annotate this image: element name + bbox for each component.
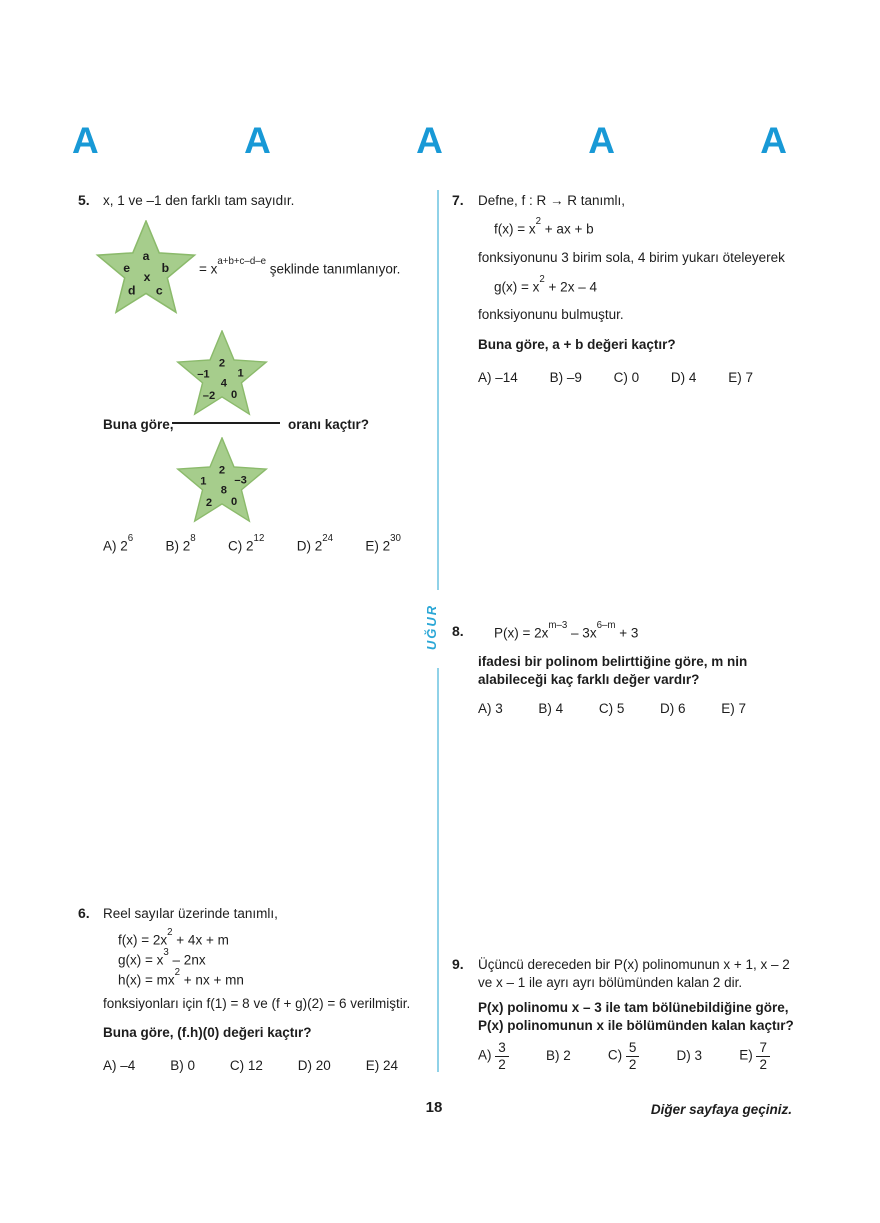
- answer-option-a: [478, 1040, 509, 1072]
- answer-text: D) 2: [296, 538, 323, 554]
- answer-option-c: C) 5: [598, 701, 625, 716]
- answer-option-e: E) 24: [365, 1058, 398, 1073]
- question-8-formula: [494, 619, 639, 643]
- answer-exponent: 6: [127, 532, 134, 544]
- question-5-definition-formula: [199, 255, 401, 279]
- formula-exponent: 2: [535, 215, 542, 227]
- formula-base: f(x) = 2x: [118, 932, 168, 948]
- question-7-end-text: fonksiyonunu bulmuştur.: [478, 307, 624, 322]
- formula-tail: + 3: [615, 625, 639, 641]
- formula-base: = x: [199, 261, 218, 277]
- answer-option-e: E) 7: [721, 701, 746, 716]
- booklet-letter: A: [244, 120, 271, 161]
- star-label-right: –3: [234, 474, 247, 487]
- answer-option-b: B) 0: [170, 1058, 195, 1073]
- answer-option-a: A) –4: [103, 1058, 136, 1073]
- formula-base: P(x) = 2x: [494, 625, 549, 641]
- question-5-intro: x, 1 ve –1 den farklı tam sayıdır.: [103, 193, 295, 208]
- question-7-formula-f: [494, 215, 594, 239]
- answer-option-d: [296, 532, 334, 556]
- answer-option-b: [165, 532, 196, 556]
- question-7-number: 7.: [452, 192, 464, 208]
- star-label-top: 2: [218, 357, 226, 370]
- formula-base: g(x) = x: [118, 952, 164, 968]
- answer-option-e: [365, 532, 401, 556]
- answer-text: E) 2: [365, 538, 391, 554]
- booklet-letter: A: [760, 120, 787, 161]
- answer-option-d: D) 4: [670, 370, 697, 385]
- formula-exponent: 2: [167, 926, 173, 938]
- answer-text: A) 2: [103, 538, 128, 554]
- formula-tail: + nx + mn: [180, 972, 244, 988]
- question-5-answers: [103, 532, 401, 556]
- page-number: 18: [425, 1099, 443, 1116]
- formula-tail: + 2x – 4: [544, 279, 597, 295]
- answer-option-a: A) –14: [478, 370, 518, 385]
- question-6-formula-f: [118, 926, 229, 950]
- star-label-left: –1: [197, 368, 210, 381]
- star-label-top: a: [142, 248, 150, 263]
- star-shape: [178, 331, 267, 414]
- fraction-numerator: 3: [498, 1040, 506, 1055]
- answer-text: C) 2: [228, 538, 254, 554]
- star-label-top: 2: [218, 464, 226, 477]
- answer-option-c: [228, 532, 265, 556]
- question-6-intro: Reel sayılar üzerinde tanımlı,: [103, 906, 278, 921]
- formula-tail: + ax + b: [541, 221, 594, 237]
- booklet-letter: A: [588, 120, 615, 161]
- star-shape: [178, 438, 267, 521]
- answer-label: E): [739, 1047, 753, 1063]
- question-8-answers: [478, 700, 746, 718]
- fraction-bar: [172, 422, 280, 424]
- question-9-question: P(x) polinomu x – 3 ile tam bölünebildiğine göre, P(x) polinomunun x ile bölümünden kalan kaçtır?: [478, 1000, 794, 1034]
- question-6-number: 6.: [78, 905, 90, 921]
- column-divider: [437, 190, 439, 590]
- question-5-ratio-pre: Buna göre,: [103, 417, 174, 432]
- question-8-number: 8.: [452, 623, 464, 639]
- answer-option-d: D) 3: [676, 1047, 703, 1063]
- star-label-left: 1: [200, 475, 207, 488]
- answer-option-d: D) 6: [660, 701, 686, 716]
- question-9-number: 9.: [452, 956, 464, 972]
- question-9-answers: [478, 1040, 770, 1072]
- star-label-center: 8: [220, 484, 227, 497]
- answer-text: B) 2: [165, 538, 191, 554]
- fraction-numerator: 5: [628, 1040, 637, 1055]
- formula-exponent: m–3: [548, 619, 568, 631]
- question-7-question: Buna göre, a + b değeri kaçtır?: [478, 337, 676, 352]
- question-7-intro: Defne, f : R → R tanımlı,: [478, 193, 626, 208]
- question-7-formula-g: [494, 273, 597, 297]
- answer-exponent: 12: [253, 532, 265, 544]
- star-label-bottom-right: 0: [230, 388, 238, 401]
- answer-fraction: [626, 1040, 640, 1072]
- star-denominator-diagram: [173, 437, 271, 530]
- star-label-right: b: [161, 261, 170, 276]
- answer-option-e: E) 7: [728, 370, 753, 385]
- column-divider: [437, 668, 439, 1072]
- answer-option-d: D) 20: [297, 1058, 331, 1073]
- formula-exponent: 2: [174, 966, 181, 978]
- answer-option-c: C) 12: [229, 1058, 263, 1073]
- question-6-given: fonksiyonları için f(1) = 8 ve (f + g)(2) = 6 verilmiştir.: [103, 996, 411, 1011]
- star-label-center: x: [143, 270, 151, 285]
- formula-exponent: a+b+c–d–e: [217, 255, 267, 267]
- star-definition-diagram: [93, 220, 199, 322]
- question-6-formula-h: [118, 966, 244, 990]
- booklet-letter: A: [416, 120, 443, 161]
- question-6-question: Buna göre, (f.h)(0) değeri kaçtır?: [103, 1025, 312, 1040]
- answer-exponent: 8: [190, 532, 196, 544]
- fraction-numerator: 7: [759, 1040, 767, 1055]
- question-7-answers: [478, 369, 753, 387]
- answer-fraction: [495, 1040, 509, 1072]
- star-shape: [97, 221, 194, 312]
- question-6-formula-g: [118, 946, 206, 970]
- publisher-watermark: UĞUR: [424, 603, 440, 651]
- answer-option-e: [739, 1040, 770, 1072]
- formula-exponent: 2: [539, 273, 545, 285]
- star-label-center: 4: [220, 377, 227, 390]
- question-9-intro: Üçüncü dereceden bir P(x) polinomunun x + 1, x – 2 ve x – 1 ile ayrı ayrı bölümünden kalan 2 dir.: [478, 957, 790, 991]
- formula-base: g(x) = x: [494, 279, 540, 295]
- question-5-number: 5.: [78, 192, 90, 208]
- star-label-left: e: [123, 261, 131, 276]
- formula-tail: – 2nx: [168, 952, 206, 968]
- formula-exponent: 3: [163, 946, 169, 958]
- next-page-note: Diğer sayfaya geçiniz.: [650, 1102, 792, 1117]
- answer-exponent: 24: [322, 532, 334, 544]
- formula-mid: – 3x: [567, 625, 597, 641]
- answer-option-a: A) 3: [478, 701, 503, 716]
- answer-option-b: B) –9: [549, 370, 582, 385]
- header-letter-row: [72, 122, 787, 159]
- answer-exponent: 30: [390, 532, 401, 544]
- star-label-bottom-right: c: [155, 283, 163, 298]
- formula-tail: + 4x + m: [172, 932, 229, 948]
- answer-option-b: B) 4: [538, 701, 564, 716]
- formula-base: h(x) = mx: [118, 972, 175, 988]
- answer-option-a: [103, 532, 134, 556]
- question-7-mid-text: fonksiyonunu 3 birim sola, 4 birim yukarı öteleyerek: [478, 250, 785, 265]
- answer-option-c: C) 0: [613, 370, 640, 385]
- answer-fraction: [756, 1040, 770, 1072]
- answer-label: C): [607, 1047, 623, 1063]
- formula-tail: şeklinde tanımlanıyor.: [266, 261, 401, 277]
- answer-option-c: [608, 1040, 640, 1072]
- star-label-bottom-left: d: [127, 283, 136, 298]
- formula-base: f(x) = x: [494, 221, 536, 237]
- fraction-denominator: 2: [495, 1056, 509, 1073]
- star-label-bottom-right: 0: [230, 495, 238, 508]
- question-8-question: ifadesi bir polinom belirttiğine göre, m nin alabileceği kaç farklı değer vardır?: [478, 654, 748, 688]
- star-label-bottom-left: –2: [202, 389, 216, 402]
- star-label-bottom-left: 2: [205, 496, 213, 509]
- star-numerator-diagram: [173, 330, 271, 423]
- formula-exponent: 6–m: [596, 619, 616, 631]
- answer-label: A): [478, 1047, 492, 1063]
- booklet-letter: A: [72, 120, 99, 161]
- star-label-right: 1: [237, 367, 244, 380]
- fraction-denominator: 2: [756, 1056, 770, 1073]
- fraction-denominator: 2: [626, 1056, 640, 1073]
- question-6-answers: [103, 1057, 398, 1075]
- answer-option-b: B) 2: [545, 1047, 571, 1063]
- question-5-ratio-post: oranı kaçtır?: [288, 417, 370, 432]
